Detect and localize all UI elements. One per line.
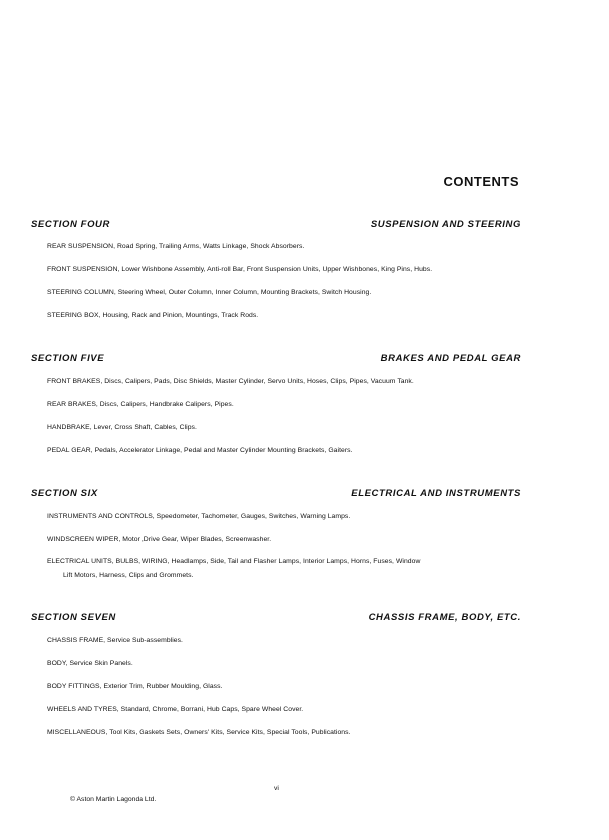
toc-entry: WINDSCREEN WIPER, Motor ,Drive Gear, Wiper Blades, Screenwasher. bbox=[47, 536, 272, 543]
toc-entry: CHASSIS FRAME, Service Sub-assemblies. bbox=[47, 637, 183, 644]
page-number: vi bbox=[274, 785, 279, 792]
section-heading: SUSPENSION AND STEERING bbox=[370, 219, 521, 230]
section-label: SECTION FOUR bbox=[31, 219, 110, 230]
toc-entry: HANDBRAKE, Lever, Cross Shaft, Cables, Clips. bbox=[47, 424, 197, 431]
toc-entry-continuation: Lift Motors, Harness, Clips and Grommets. bbox=[63, 572, 194, 579]
copyright-notice: © Aston Martin Lagonda Ltd. bbox=[70, 796, 157, 803]
toc-entry: MISCELLANEOUS, Tool Kits, Gaskets Sets, Owners' Kits, Service Kits, Special Tools, Publications. bbox=[47, 729, 351, 736]
toc-entry: PEDAL GEAR, Pedals, Accelerator Linkage, Pedal and Master Cylinder Mounting Brackets, Gaiters. bbox=[47, 447, 353, 454]
toc-entry: STEERING COLUMN, Steering Wheel, Outer Column, Inner Column, Mounting Brackets, Switch Housing. bbox=[47, 289, 372, 296]
section-heading: CHASSIS FRAME, BODY, ETC. bbox=[368, 612, 521, 623]
section-seven-header bbox=[31, 612, 521, 623]
toc-entry-line: ELECTRICAL UNITS, BULBS, WIRING, Headlamps, Side, Tail and Flasher Lamps, Interior Lamps, Horns, Fuses, Window bbox=[47, 558, 421, 565]
toc-entry: FRONT BRAKES, Discs, Calipers, Pads, Disc Shields, Master Cylinder, Servo Units, Hoses, Clips, Pipes, Vacuum Tank. bbox=[47, 378, 414, 385]
section-label: SECTION FIVE bbox=[31, 353, 105, 364]
toc-entry: WHEELS AND TYRES, Standard, Chrome, Borrani, Hub Caps, Spare Wheel Cover. bbox=[47, 706, 304, 713]
section-heading: ELECTRICAL AND INSTRUMENTS bbox=[351, 488, 521, 499]
page-title: CONTENTS bbox=[443, 174, 519, 189]
section-label: SECTION SEVEN bbox=[31, 612, 116, 623]
toc-entry: STEERING BOX, Housing, Rack and Pinion, Mountings, Track Rods. bbox=[47, 312, 259, 319]
section-heading: BRAKES AND PEDAL GEAR bbox=[380, 353, 521, 364]
toc-entry-multiline bbox=[47, 555, 521, 583]
section-four-header bbox=[31, 219, 521, 230]
toc-entry: BODY, Service Skin Panels. bbox=[47, 660, 133, 667]
toc-entry: REAR SUSPENSION, Road Spring, Trailing Arms, Watts Linkage, Shock Absorbers. bbox=[47, 243, 305, 250]
section-six-header bbox=[31, 488, 521, 499]
toc-entry: INSTRUMENTS AND CONTROLS, Speedometer, Tachometer, Gauges, Switches, Warning Lamps. bbox=[47, 513, 351, 520]
toc-entry: REAR BRAKES, Discs, Calipers, Handbrake Calipers, Pipes. bbox=[47, 401, 234, 408]
toc-entry: BODY FITTINGS, Exterior Trim, Rubber Moulding, Glass. bbox=[47, 683, 223, 690]
section-label: SECTION SIX bbox=[31, 488, 98, 499]
section-five-header bbox=[31, 353, 521, 364]
toc-entry: FRONT SUSPENSION, Lower Wishbone Assembly, Anti-roll Bar, Front Suspension Units, Upper Wishbones, King Pins, Hubs. bbox=[47, 266, 433, 273]
